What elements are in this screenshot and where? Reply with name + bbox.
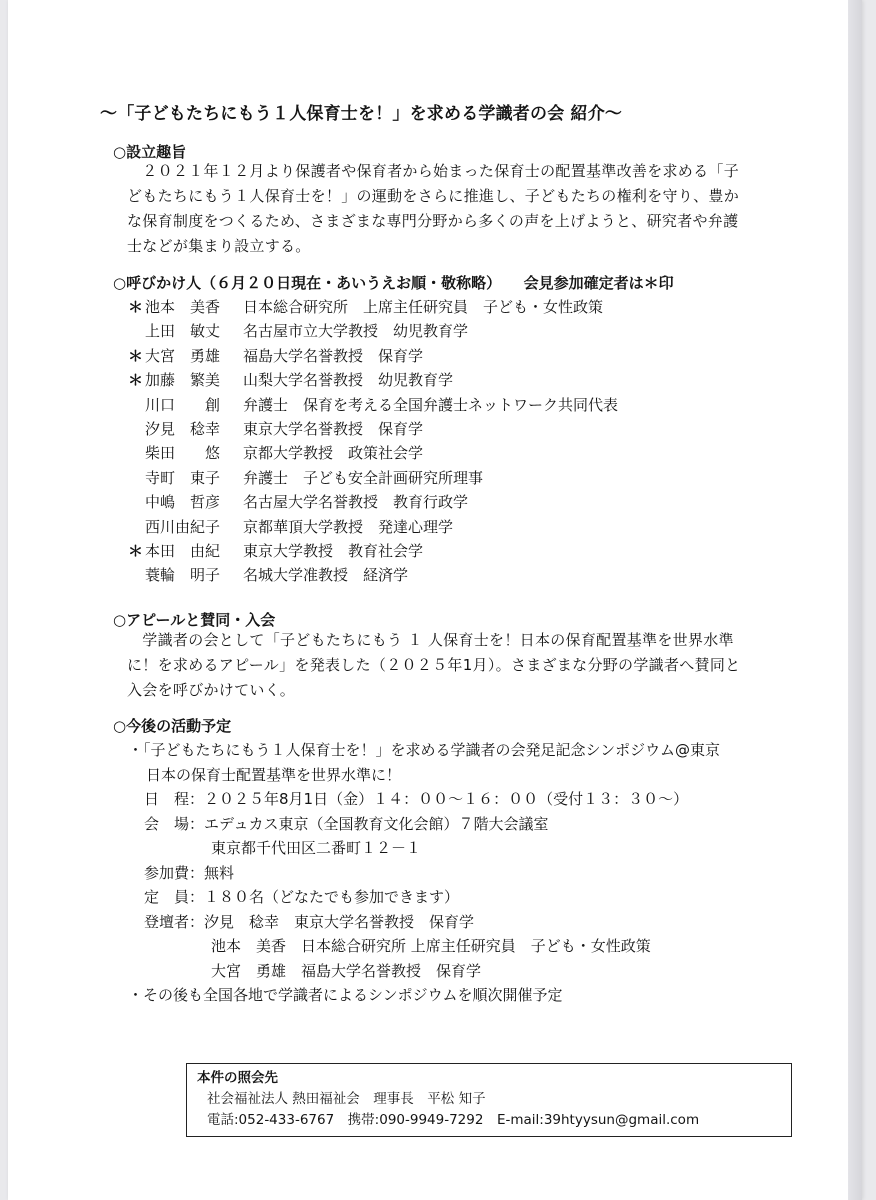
caller-row: [128, 393, 618, 417]
purpose-line: な保育制度をつくるため、さまざまな専門分野から多くの声を上げようと、研究者や弁護: [127, 212, 739, 230]
caller-affiliation: 名城大学准教授 経済学: [243, 566, 409, 585]
caller-name: 中嶋 哲彦: [145, 493, 221, 512]
caller-affiliation: 京都大学教授 政策社会学: [243, 444, 424, 463]
caller-name: 柴田 悠: [145, 444, 221, 463]
confirmed-mark: [128, 393, 145, 417]
confirmed-mark: [128, 563, 145, 587]
callers-list: [128, 295, 618, 588]
caller-affiliation: 名古屋市立大学教授 幼児教育学: [243, 322, 469, 341]
callers-heading: ○呼びかけ人（６月２０日現在・あいうえお順・敬称略） 会見参加確定者は＊印: [113, 274, 674, 292]
caller-row: [128, 417, 618, 441]
appeal-body: [127, 628, 799, 703]
caller-row: [128, 319, 618, 343]
contact-heading: 本件の照会先: [197, 1070, 278, 1086]
confirmed-mark: [128, 441, 145, 465]
caller-row: [128, 295, 618, 319]
caller-name: 蓑輪 明子: [145, 566, 221, 585]
caller-affiliation: 山梨大学名誉教授 幼児教育学: [243, 371, 454, 390]
caller-row: [128, 466, 618, 490]
contact-box: [186, 1063, 792, 1137]
event-address: 東京都千代田区二番町１２－１: [211, 839, 422, 857]
caller-affiliation: 京都華頂大学教授 発達心理学: [243, 517, 454, 536]
confirmed-mark: [128, 319, 145, 343]
confirmed-mark: ＊: [128, 298, 144, 316]
confirmed-mark: [128, 490, 145, 514]
caller-name: 寺町 東子: [145, 468, 221, 487]
purpose-line: ２０２１年１２月より保護者や保育者から始まった保育士の配置基準改善を求める「子: [127, 162, 740, 180]
event-venue: 会 場：エデュカス東京（全国教育文化会館）７階大会議室: [144, 814, 549, 833]
caller-row: [128, 344, 618, 368]
caller-name: 池本 美香: [145, 298, 221, 316]
confirmed-mark: [128, 417, 145, 441]
caller-name: 汐見 稔幸: [145, 419, 221, 438]
event-subtitle: 日本の保育士配置基準を世界水準に！: [146, 765, 402, 784]
caller-name: 川口 創: [145, 395, 221, 414]
caller-affiliation: 弁護士 子ども安全計画研究所理事: [243, 468, 484, 487]
confirmed-mark: [128, 466, 145, 490]
purpose-line: 士などが集まり設立する。: [127, 237, 311, 255]
appeal-line: 入会を呼びかけていく。: [127, 681, 296, 699]
confirmed-mark: ＊: [128, 541, 144, 560]
caller-affiliation: 東京大学名誉教授 保育学: [243, 419, 424, 438]
event-schedule: 日 程：２０２５年8月1日（金）１４：００～１６：００（受付１３：３０～）: [144, 790, 689, 808]
event-speaker: 登壇者：汐見 稔幸 東京大学名誉教授 保育学: [144, 912, 475, 931]
caller-affiliation: 福島大学名誉教授 保育学: [243, 346, 424, 365]
contact-organization: 社会福祉法人 熱田福祉会 理事長 平松 知子: [207, 1091, 486, 1107]
event-speaker: 大宮 勇雄 福島大学名誉教授 保育学: [211, 961, 482, 980]
plans-heading: ○今後の活動予定: [113, 717, 232, 735]
confirmed-mark: ＊: [128, 346, 144, 365]
document-title: ～「子どもたちにもう１人保育士を！」を求める学識者の会 紹介～: [100, 104, 623, 124]
caller-affiliation: 弁護士 保育を考える全国弁護士ネットワーク共同代表: [243, 395, 619, 414]
caller-row: [128, 539, 618, 563]
caller-row: [128, 441, 618, 465]
page-edge-shadow: [848, 0, 862, 1200]
event-speaker: 池本 美香 日本総合研究所 上席主任研究員 子ども・女性政策: [211, 937, 651, 955]
document-page: [8, 0, 862, 1200]
caller-name: 西川由紀子: [145, 517, 221, 536]
future-plans: ・その後も全国各地で学識者によるシンポジウムを順次開催予定: [128, 986, 563, 1004]
plans-list: [128, 738, 720, 1008]
contact-phones: 電話:052-433-6767 携帯:090-9949-7292 E-mail:39htyysun@gmail.com: [207, 1112, 700, 1128]
appeal-line: 学識者の会として「子どもたちにもう １ 人保育士を！日本の保育配置基準を世界水準: [127, 631, 734, 649]
purpose-heading: ○設立趣旨: [113, 143, 187, 161]
appeal-heading: ○アピールと賛同・入会: [113, 611, 276, 629]
caller-row: [128, 563, 618, 587]
caller-name: 大宮 勇雄: [145, 346, 221, 365]
confirmed-mark: ＊: [128, 371, 144, 390]
event-title: ・「子どもたちにもう１人保育士を！」を求める学識者の会発足記念シンポジウム@東京: [128, 741, 720, 759]
caller-name: 加藤 繁美: [145, 371, 221, 390]
purpose-body: [127, 159, 799, 259]
caller-row: [128, 368, 618, 392]
event-capacity: 定 員：１８０名（どなたでも参加できます）: [144, 888, 460, 906]
event-fee: 参加費：無料: [144, 863, 235, 882]
caller-name: 上田 敏丈: [145, 322, 221, 341]
purpose-line: どもたちにもう１人保育士を！」の運動をさらに推進し、子どもたちの権利を守り、豊か: [127, 187, 740, 205]
caller-row: [128, 515, 618, 539]
caller-name: 本田 由紀: [145, 541, 221, 560]
caller-affiliation: 名古屋大学名誉教授 教育行政学: [243, 493, 469, 512]
confirmed-mark: [128, 515, 145, 539]
caller-affiliation: 日本総合研究所 上席主任研究員 子ども・女性政策: [243, 298, 604, 316]
appeal-line: に！を求めるアピール」を発表した（２０２５年1月）。さまざまな分野の学識者へ賛同と: [127, 656, 741, 674]
caller-row: [128, 490, 618, 514]
caller-affiliation: 東京大学教授 教育社会学: [243, 541, 424, 560]
